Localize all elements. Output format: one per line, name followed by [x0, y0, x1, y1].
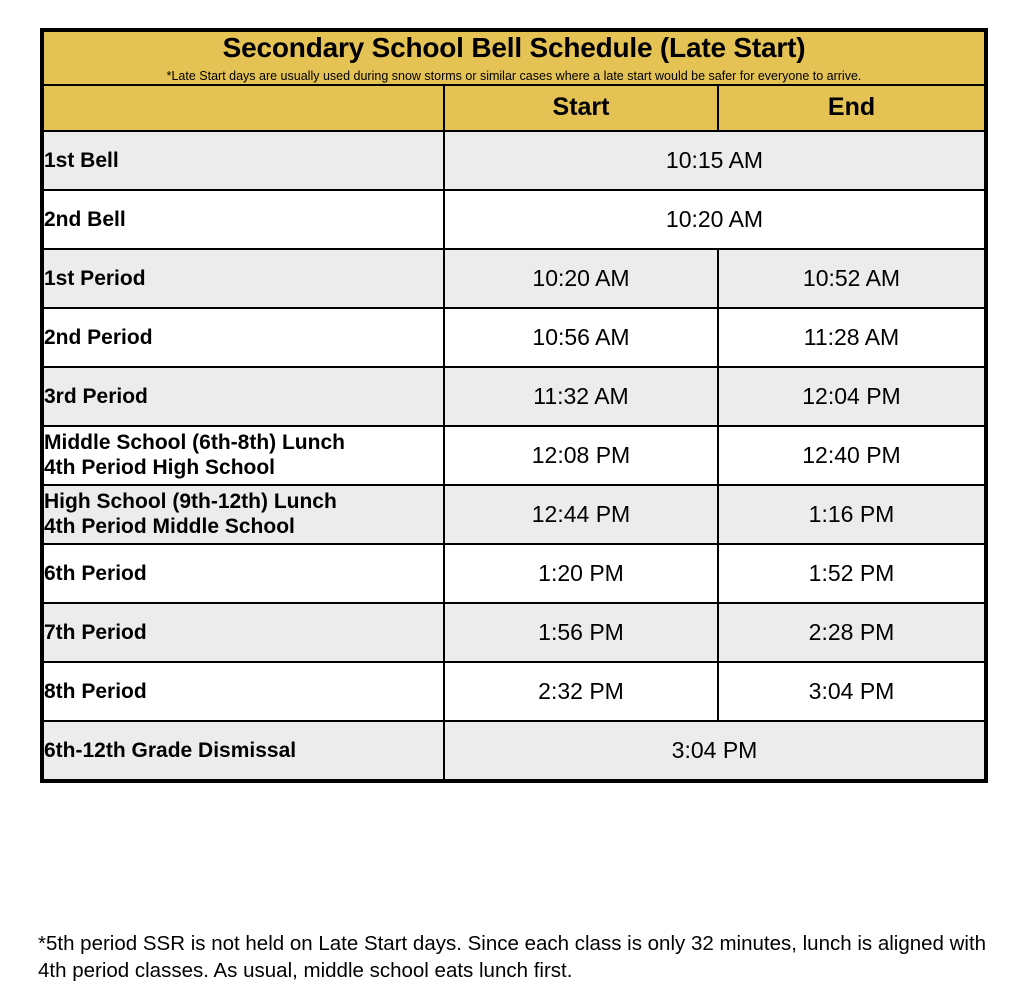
column-header-end: End	[718, 85, 986, 131]
page-subtitle: *Late Start days are usually used during snow storms or similar cases where a late start would be safer for everyone to arrive.	[166, 69, 862, 84]
row-label	[42, 603, 444, 662]
table-row	[42, 603, 986, 662]
schedule-table-body	[42, 30, 986, 781]
row-label-line2: 4th Period High School	[44, 456, 276, 480]
row-time-merged: 3:04 PM	[444, 721, 986, 781]
row-start-time: 2:32 PM	[444, 662, 718, 721]
row-label-line1: 6th-12th Grade Dismissal	[44, 738, 297, 762]
row-label-line1: 1st Period	[44, 266, 146, 290]
row-label-line2: 4th Period Middle School	[44, 515, 295, 539]
column-header-blank	[42, 85, 444, 131]
column-header-start: Start	[444, 85, 718, 131]
table-row	[42, 367, 986, 426]
row-end-time: 12:04 PM	[718, 367, 986, 426]
row-time-merged: 10:15 AM	[444, 131, 986, 190]
banner-cell	[42, 30, 986, 85]
table-row	[42, 190, 986, 249]
row-label-line1: Middle School (6th-8th) Lunch	[44, 430, 345, 454]
schedule-table-container	[40, 28, 988, 783]
row-start-time: 10:56 AM	[444, 308, 718, 367]
table-row	[42, 662, 986, 721]
table-row	[42, 249, 986, 308]
row-start-time: 12:08 PM	[444, 426, 718, 485]
row-label	[42, 544, 444, 603]
table-row	[42, 485, 986, 544]
row-label-line1: 3rd Period	[44, 384, 148, 408]
row-end-time: 12:40 PM	[718, 426, 986, 485]
row-label-line1: 2nd Period	[44, 325, 153, 349]
row-end-time: 1:16 PM	[718, 485, 986, 544]
row-label	[42, 662, 444, 721]
row-start-time: 12:44 PM	[444, 485, 718, 544]
row-start-time: 11:32 AM	[444, 367, 718, 426]
row-label-line1: 8th Period	[44, 679, 147, 703]
row-start-time: 1:20 PM	[444, 544, 718, 603]
row-end-time: 11:28 AM	[718, 308, 986, 367]
footnote-text: *5th period SSR is not held on Late Start days. Since each class is only 32 minutes, lunch is aligned with 4th period classes. As usual, middle school eats lunch first.	[38, 932, 987, 983]
banner-row	[42, 30, 986, 85]
row-label	[42, 190, 444, 249]
row-label	[42, 426, 444, 485]
row-label	[42, 308, 444, 367]
row-label-line1: High School (9th-12th) Lunch	[44, 489, 337, 513]
row-label	[42, 367, 444, 426]
row-end-time: 10:52 AM	[718, 249, 986, 308]
row-time-merged: 10:20 AM	[444, 190, 986, 249]
row-label-line1: 6th Period	[44, 561, 147, 585]
row-end-time: 2:28 PM	[718, 603, 986, 662]
row-label-line1: 2nd Bell	[44, 207, 126, 231]
row-start-time: 10:20 AM	[444, 249, 718, 308]
page-title: Secondary School Bell Schedule (Late Start)	[222, 32, 806, 63]
table-row	[42, 308, 986, 367]
table-row	[42, 131, 986, 190]
table-row	[42, 721, 986, 781]
row-label	[42, 485, 444, 544]
row-end-time: 1:52 PM	[718, 544, 986, 603]
row-label	[42, 721, 444, 781]
bell-schedule-table	[40, 28, 988, 783]
row-end-time: 3:04 PM	[718, 662, 986, 721]
row-label	[42, 131, 444, 190]
table-row	[42, 544, 986, 603]
row-label-line1: 7th Period	[44, 620, 147, 644]
column-header-row	[42, 85, 986, 131]
row-label	[42, 249, 444, 308]
row-label-line1: 1st Bell	[44, 148, 119, 172]
table-row	[42, 426, 986, 485]
row-start-time: 1:56 PM	[444, 603, 718, 662]
